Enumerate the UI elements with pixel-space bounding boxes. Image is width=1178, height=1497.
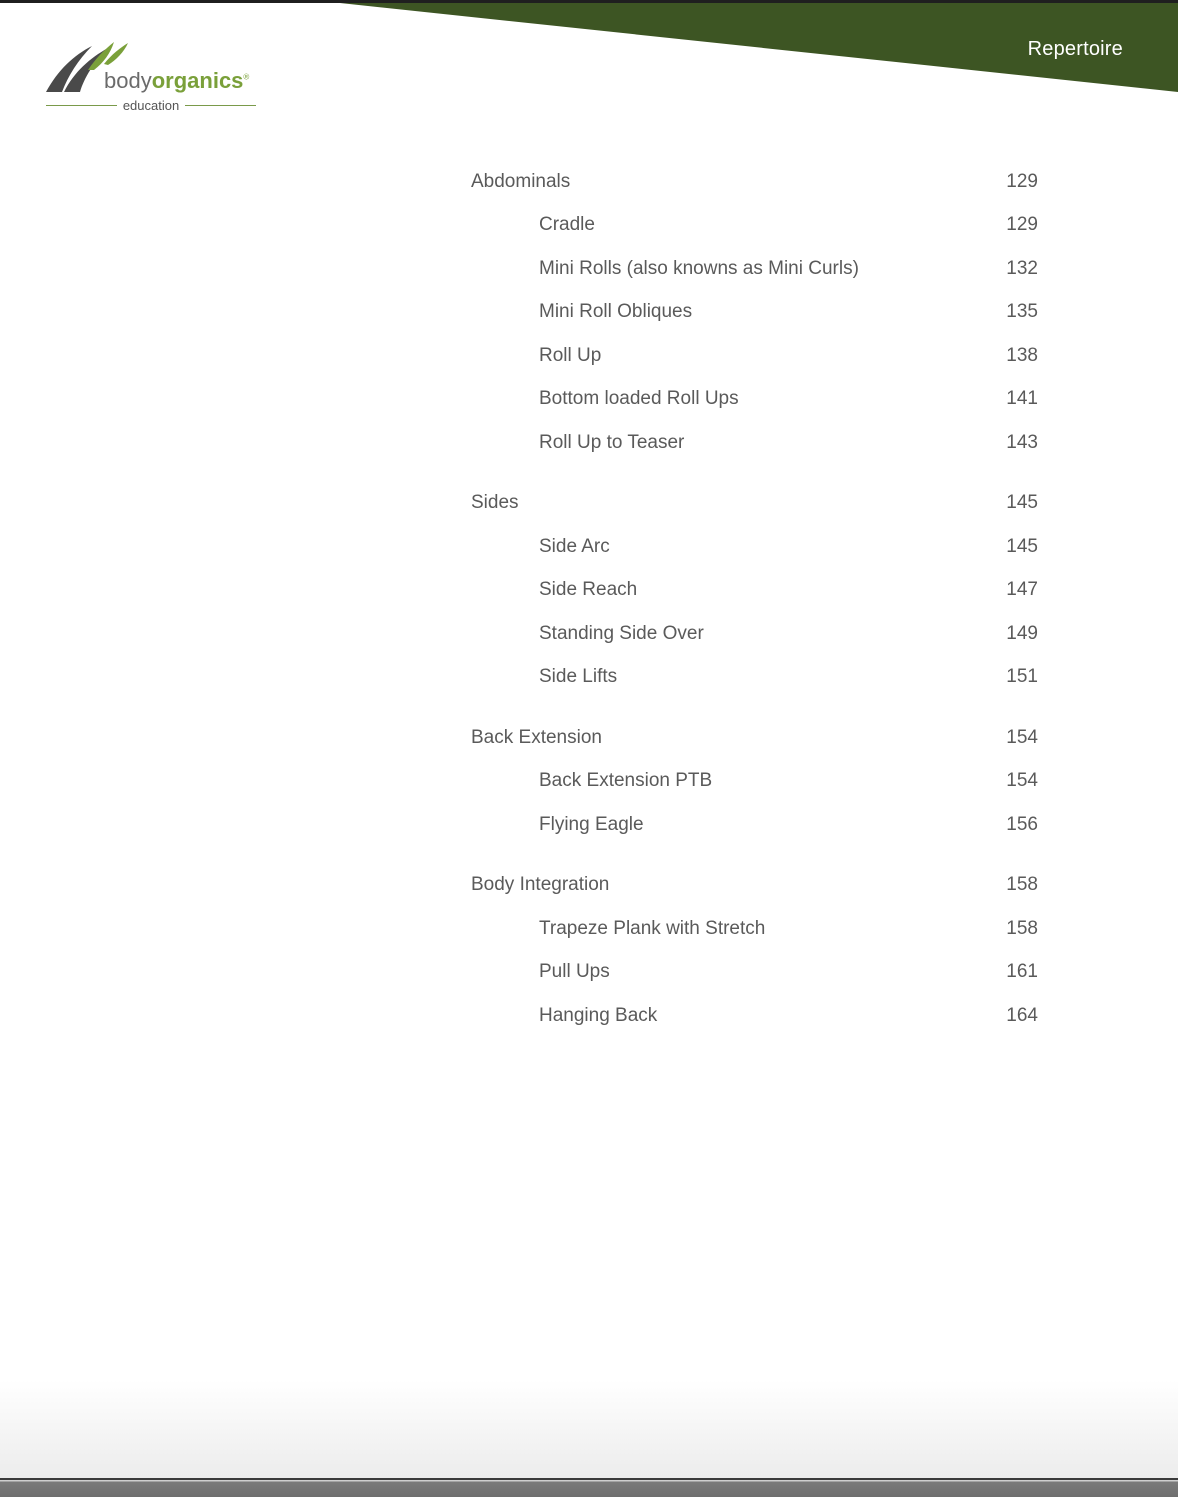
toc-heading[interactable] xyxy=(471,482,1038,526)
toc-item[interactable] xyxy=(471,334,1038,378)
toc-page-number: 164 xyxy=(1006,1004,1038,1026)
logo-word-body: body xyxy=(104,68,152,93)
toc-page-number: 154 xyxy=(1006,726,1038,748)
toc-heading-title: Body Integration xyxy=(471,874,610,896)
toc-item[interactable] xyxy=(471,951,1038,995)
toc-item[interactable] xyxy=(471,612,1038,656)
toc-page-number: 145 xyxy=(1006,492,1038,514)
toc-heading[interactable] xyxy=(471,160,1038,204)
toc-item[interactable] xyxy=(471,994,1038,1038)
toc-item-title: Bottom loaded Roll Ups xyxy=(539,388,739,410)
toc-group-sides xyxy=(471,482,1038,700)
toc-page-number: 135 xyxy=(1006,301,1038,323)
toc-item-title: Trapeze Plank with Stretch xyxy=(539,917,766,939)
toc-item[interactable] xyxy=(471,907,1038,951)
toc-page-number: 129 xyxy=(1006,170,1038,192)
toc-group-body-integration xyxy=(471,864,1038,1038)
toc-page-number: 138 xyxy=(1006,344,1038,366)
logo-rule-right xyxy=(185,105,256,106)
toc-item-title: Cradle xyxy=(539,214,595,236)
toc-heading-title: Sides xyxy=(471,492,519,514)
toc-page-number: 129 xyxy=(1006,214,1038,236)
toc-item-title: Pull Ups xyxy=(539,961,610,983)
toc-item-title: Roll Up to Teaser xyxy=(539,431,685,453)
section-title: Repertoire xyxy=(1027,38,1123,60)
toc-page-number: 161 xyxy=(1006,961,1038,983)
toc-item-title: Side Arc xyxy=(539,535,610,557)
logo-subtitle-text: education xyxy=(122,98,180,113)
toc-item[interactable] xyxy=(471,421,1038,465)
logo-rule-left xyxy=(46,105,117,106)
registered-mark: ® xyxy=(243,72,250,82)
logo-wordmark xyxy=(104,68,249,94)
toc-group-abdominals xyxy=(471,160,1038,465)
toc-page-number: 154 xyxy=(1006,770,1038,792)
toc-item-title: Flying Eagle xyxy=(539,813,644,835)
toc-item[interactable] xyxy=(471,760,1038,804)
toc-item-title: Back Extension PTB xyxy=(539,770,713,792)
toc-page-number: 156 xyxy=(1006,813,1038,835)
toc-heading[interactable] xyxy=(471,864,1038,908)
toc-item-title: Standing Side Over xyxy=(539,622,704,644)
toc-page-number: 158 xyxy=(1006,874,1038,896)
toc-item[interactable] xyxy=(471,803,1038,847)
logo-word-organics: organics xyxy=(151,68,244,93)
toc-item-title: Hanging Back xyxy=(539,1004,658,1026)
toc-item-title: Side Reach xyxy=(539,579,638,601)
toc-page-number: 141 xyxy=(1006,388,1038,410)
toc-item[interactable] xyxy=(471,204,1038,248)
toc-heading-title: Back Extension xyxy=(471,726,602,748)
toc-group-back-extension xyxy=(471,716,1038,847)
toc-page-number: 147 xyxy=(1006,579,1038,601)
toc-page-number: 158 xyxy=(1006,917,1038,939)
toc-item-title: Mini Rolls (also knowns as Mini Curls) xyxy=(539,257,859,279)
toc-item[interactable] xyxy=(471,378,1038,422)
logo-subtitle xyxy=(46,98,256,113)
toc-page-number: 151 xyxy=(1006,666,1038,688)
toc-item[interactable] xyxy=(471,291,1038,335)
toc-page-number: 143 xyxy=(1006,431,1038,453)
toc-item-title: Side Lifts xyxy=(539,666,618,688)
page-bottom-shadow xyxy=(0,1380,1178,1478)
body-organics-logo xyxy=(44,40,264,115)
toc-page-number: 149 xyxy=(1006,622,1038,644)
toc-item[interactable] xyxy=(471,656,1038,700)
toc-item[interactable] xyxy=(471,569,1038,613)
toc-item[interactable] xyxy=(471,247,1038,291)
toc-item-title: Mini Roll Obliques xyxy=(539,301,693,323)
toc-item[interactable] xyxy=(471,525,1038,569)
viewer-bottom-bar xyxy=(0,1478,1178,1497)
toc-heading-title: Abdominals xyxy=(471,170,571,192)
table-of-contents xyxy=(471,160,1038,1055)
toc-heading[interactable] xyxy=(471,716,1038,760)
toc-item-title: Roll Up xyxy=(539,344,602,366)
toc-page-number: 132 xyxy=(1006,257,1038,279)
toc-page-number: 145 xyxy=(1006,535,1038,557)
